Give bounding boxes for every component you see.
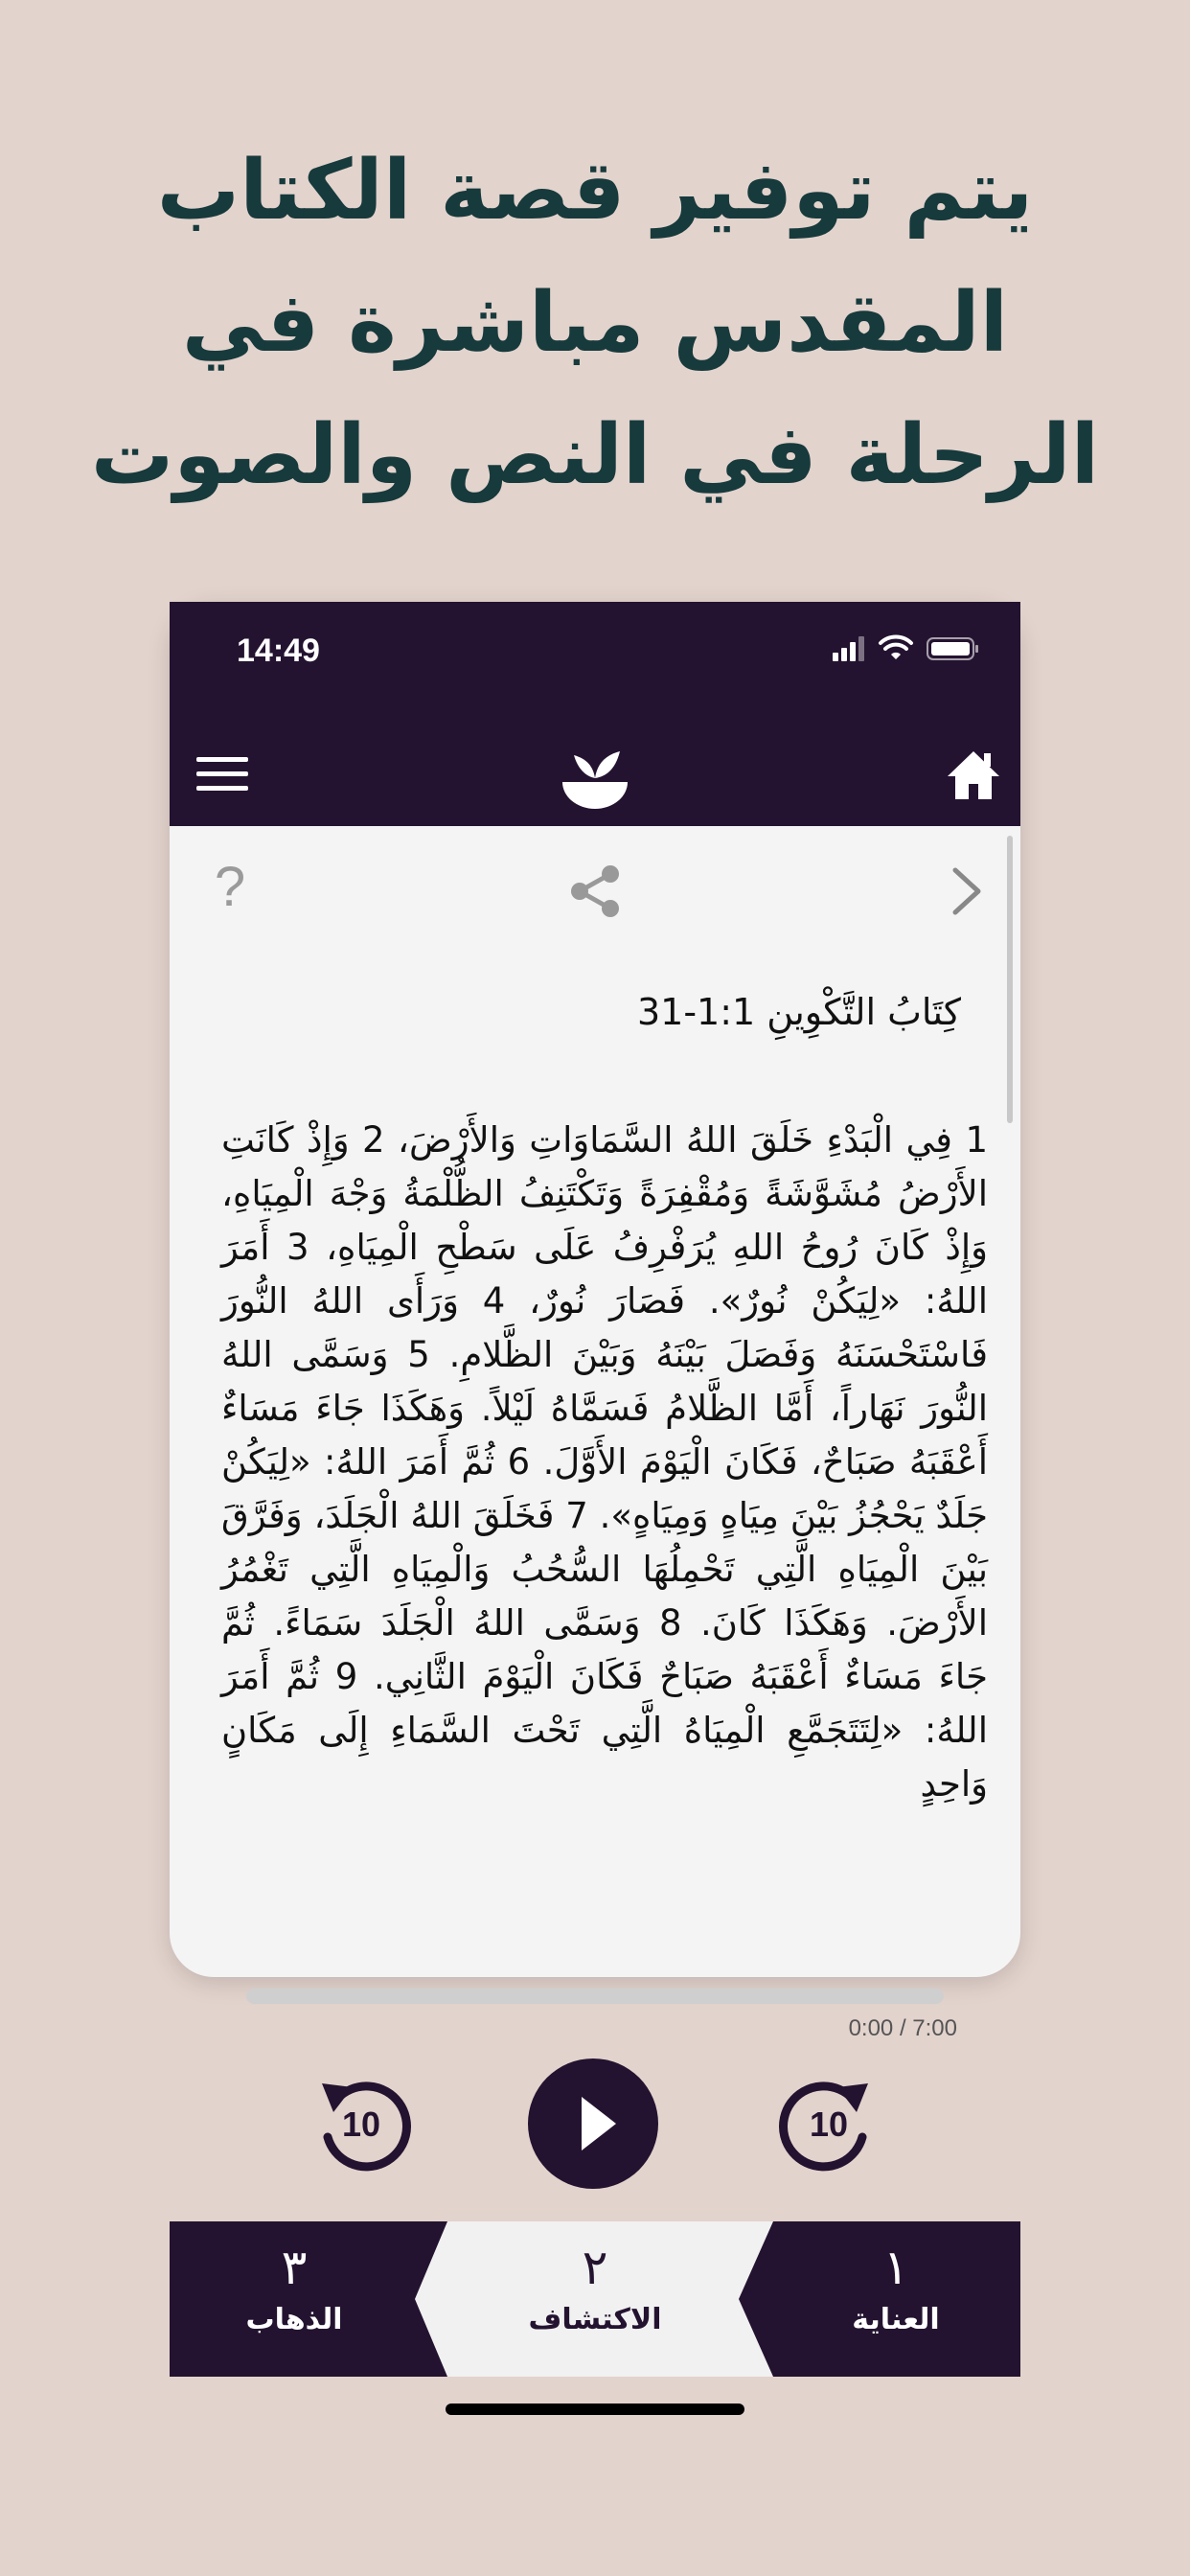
tab-discover[interactable] [409,2221,781,2377]
phone-screen [170,602,1020,2336]
play-button[interactable] [528,2058,658,2189]
chevron-right-icon[interactable] [950,866,984,916]
status-icons [833,636,980,661]
audio-duration: 0:00 / 7:00 [848,2015,957,2041]
reading-toolbar [170,845,1020,932]
forward-10-button[interactable] [776,2066,881,2181]
forward-label: 10 [809,2104,849,2144]
headline-line-2: المقدس مباشرة في [181,275,1009,371]
headline [57,125,1133,521]
content-area [170,826,1020,1957]
tab-care-number: ١ [882,2240,909,2295]
signal-icon [833,636,865,661]
help-icon[interactable]: ? [214,856,246,918]
nav-row [170,726,1020,822]
top-bar [170,602,1020,826]
scrollbar[interactable] [1007,836,1013,1123]
audio-progress-bar[interactable] [246,1989,944,2004]
tab-discover-number: ٢ [582,2240,608,2295]
tab-care[interactable] [771,2221,1020,2377]
chapter-reference: كِتَابُ التَّكْوِينِ 1:1-31 [636,991,961,1033]
tab-go[interactable] [170,2221,419,2377]
tab-go-number: ٣ [281,2240,308,2295]
tab-discover-label: الاكتشاف [528,2303,662,2336]
headline-line-3: الرحلة في النص والصوت [90,407,1100,503]
plant-logo-icon [557,748,633,811]
tab-go-label: الذهاب [245,2303,343,2336]
tab-care-label: العناية [852,2303,940,2336]
scripture-scroll[interactable] [221,1114,989,1805]
home-indicator[interactable] [446,2404,744,2415]
step-tab-bar [170,2221,1020,2377]
headline-line-1: يتم توفير قصة الكتاب [156,143,1034,239]
battery-icon [927,636,980,661]
wifi-icon [879,636,913,661]
home-icon[interactable] [946,748,1001,803]
rewind-label: 10 [341,2104,381,2144]
audio-controls [170,2058,1020,2212]
scripture-text: 1 فِي الْبَدْءِ خَلَقَ اللهُ السَّمَاوَاتِ وَالأَرْضَ، 2 وَإِذْ كَانَتِ الأَرْضُ مُشَوَّشَةً وَمُقْفِرَةً وَتَكْتَنِفُ الظُّلْمَةُ وَجْهَ الْمِيَاهِ، وَإِذْ كَانَ رُوحُ اللهِ يُرَفْرِفُ عَلَى سَطْحِ الْمِيَاهِ، 3 أَمَرَ اللهُ: «لِيَكُنْ نُورٌ». فَصَارَ نُورٌ، 4 وَرَأَى اللهُ النُّورَ فَاسْتَحْسَنَهُ وَفَصَلَ بَيْنَهُ وَبَيْنَ الظَّلامِ. 5 وَسَمَّى اللهُ النُّورَ نَهَاراً، أَمَّا الظَّلامُ فَسَمَّاهُ لَيْلاً. وَهَكَذَا جَاءَ مَسَاءٌ أَعْقَبَهُ صَبَاحٌ، فَكَانَ الْيَوْمَ الأَوَّلَ. 6 ثُمَّ أَمَرَ اللهُ: «لِيَكُنْ جَلَدٌ يَحْجُزُ بَيْنَ مِيَاهٍ وَمِيَاهٍ». 7 فَخَلَقَ اللهُ الْجَلَدَ، وَفَرَّقَ بَيْنَ الْمِيَاهِ الَّتِي تَحْمِلُهَا السُّحُبُ وَالْمِيَاهِ الَّتِي تَغْمُرُ الأَرْضَ. وَهَكَذَا كَانَ. 8 وَسَمَّى اللهُ الْجَلَدَ سَمَاءً. ثُمَّ جَاءَ مَسَاءٌ أَعْقَبَهُ صَبَاحٌ فَكَانَ الْيَوْمَ الثَّانِي. 9 ثُمَّ أَمَرَ اللهُ: «لِتَتَجَمَّعِ الْمِيَاهُ الَّتِي تَحْتَ السَّمَاءِ إِلَى مَكَانٍ وَاحِدٍ [221,1119,989,1805]
menu-icon[interactable] [196,755,250,794]
play-icon [528,2058,658,2189]
share-icon[interactable] [566,864,624,918]
rewind-10-button[interactable] [309,2066,414,2181]
status-time: 14:49 [237,632,320,669]
